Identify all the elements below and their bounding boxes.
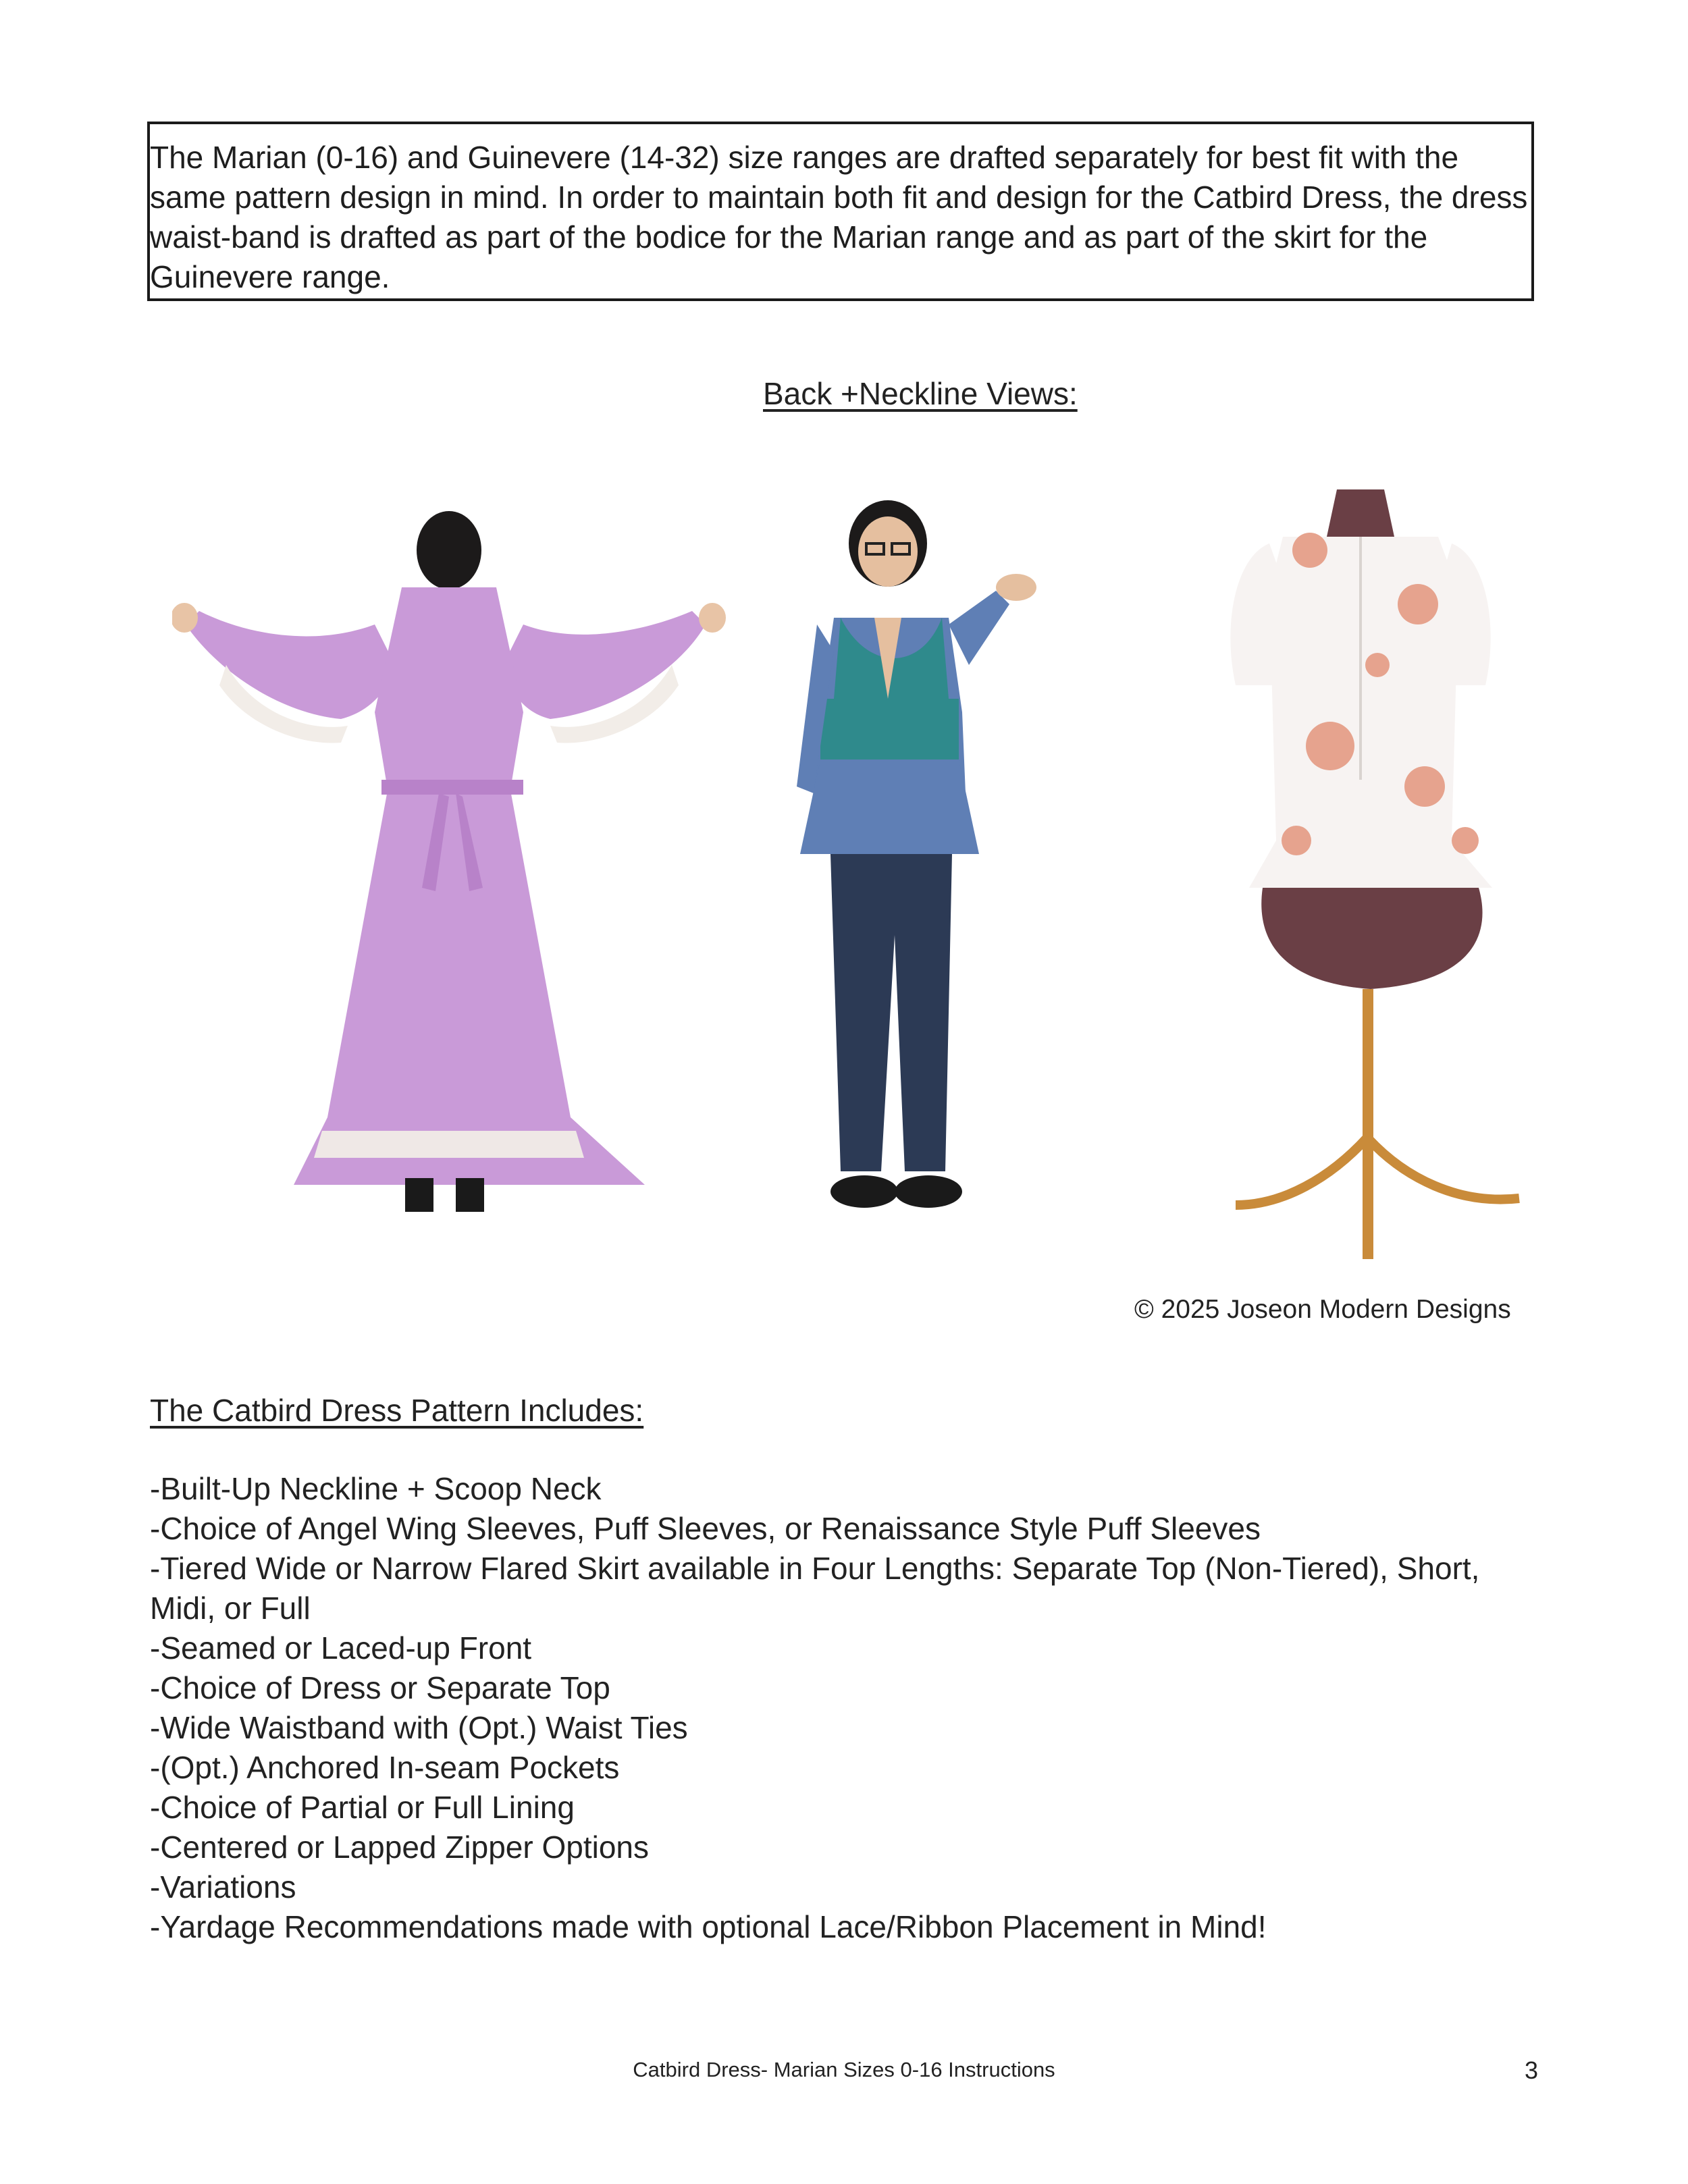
front-view-top-photo (793, 496, 1070, 1239)
list-item: -Centered or Lapped Zipper Options (150, 1830, 649, 1865)
back-view-dress-photo (172, 510, 729, 1212)
list-item: -Wide Waistband with (Opt.) Waist Ties (150, 1710, 688, 1745)
footer-title: Catbird Dress- Marian Sizes 0-16 Instructions (633, 2058, 1055, 2081)
list-item: -Choice of Partial or Full Lining (150, 1790, 575, 1825)
page-number: 3 (1525, 2056, 1539, 2084)
views-heading: Back +Neckline Views: (763, 376, 1078, 411)
list-item: -Choice of Dress or Separate Top (150, 1670, 610, 1705)
list-item: -Tiered Wide or Narrow Flared Skirt available in Four Lengths: Separate Top (Non-Tiered), Short, Midi, or Full (150, 1551, 1480, 1626)
pattern-includes-list (150, 1469, 1541, 1947)
list-item: -Yardage Recommendations made with optional Lace/Ribbon Placement in Mind! (150, 1909, 1267, 1944)
dress-form-back-view-photo (1222, 489, 1533, 1259)
list-item: -Choice of Angel Wing Sleeves, Puff Sleeves, or Renaissance Style Puff Sleeves (150, 1511, 1261, 1546)
pattern-includes-heading: The Catbird Dress Pattern Includes: (150, 1393, 644, 1428)
list-item: -Seamed or Laced-up Front (150, 1630, 532, 1666)
size-range-notice-text: The Marian (0-16) and Guinevere (14-32) size ranges are drafted separately for best fit with the same pattern design in mind. In order to maintain both fit and design for the Catbird Dress, the dress waist-band is drafted as part of the bodice for the Marian range and as part of the skirt for the Guinevere range. (150, 140, 1528, 294)
copyright-notice: © 2025 Joseon Modern Designs (1134, 1295, 1511, 1324)
list-item: -Variations (150, 1869, 296, 1905)
list-item: -(Opt.) Anchored In-seam Pockets (150, 1750, 620, 1785)
list-item: -Built-Up Neckline + Scoop Neck (150, 1471, 602, 1506)
size-range-notice-box (147, 122, 1534, 301)
